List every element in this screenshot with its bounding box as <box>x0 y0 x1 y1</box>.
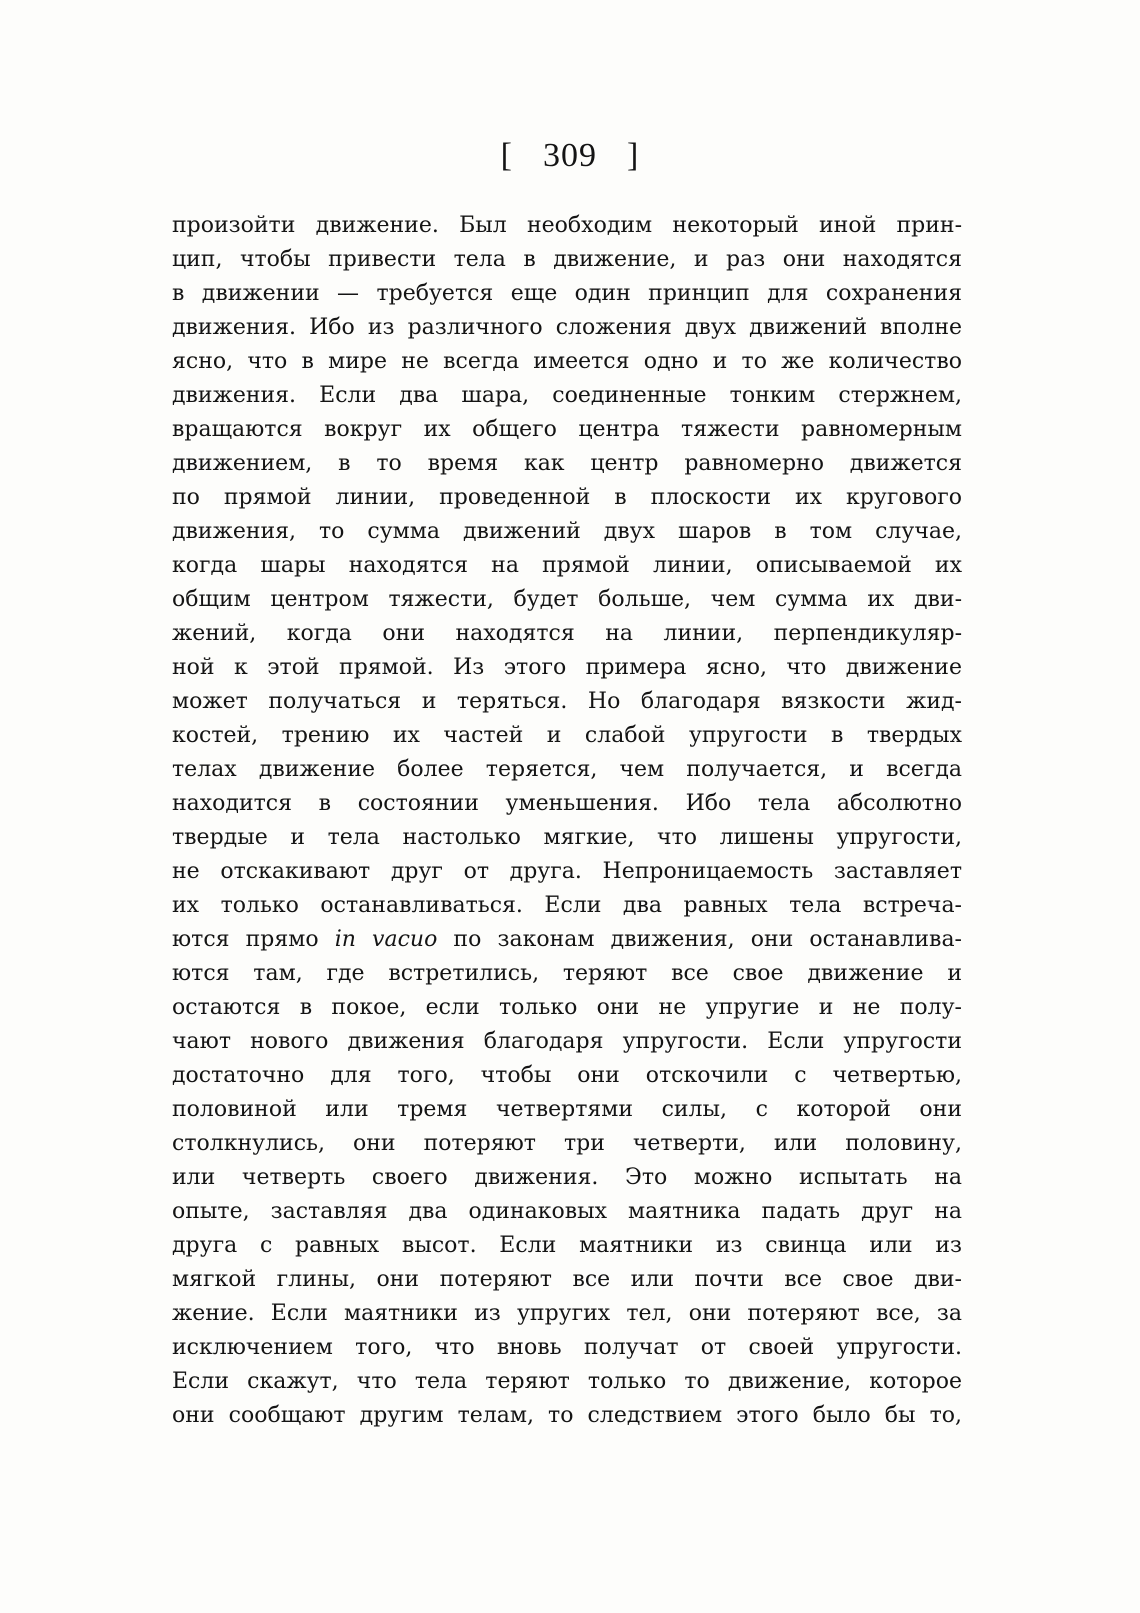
text-line: остаются в покое, если только они не упругие и не полу- <box>172 995 962 1020</box>
text-line-with-italic <box>172 923 962 957</box>
text-line: произойти движение. Был необходим некоторый иной прин- <box>172 213 962 238</box>
text-line: общим центром тяжести, будет больше, чем сумма их дви- <box>172 587 962 612</box>
page-number: 309 <box>543 137 597 174</box>
text-line: опыте, заставляя два одинаковых маятника падать друг на <box>172 1199 962 1224</box>
text-line: движением, в то время как центр равномерно движется <box>172 451 962 476</box>
text-line: их только останавливаться. Если два равных тела встреча- <box>172 893 962 918</box>
text-line: телах движение более теряется, чем получается, и всегда <box>172 757 962 782</box>
text-fragment: по законам движения, они останавлива- <box>437 927 962 952</box>
text-line: ной к этой прямой. Из этого примера ясно, что движение <box>172 655 962 680</box>
text-line: достаточно для того, чтобы они отскочили с четвертью, <box>172 1063 962 1088</box>
text-fragment: ются прямо <box>172 927 335 952</box>
text-line: ясно, что в мире не всегда имеется одно и то же количество <box>172 349 962 374</box>
text-line: движения, то сумма движений двух шаров в том случае, <box>172 519 962 544</box>
text-line: движения. Ибо из различного сложения двух движений вполне <box>172 315 962 340</box>
text-line: твердые и тела настолько мягкие, что лишены упругости, <box>172 825 962 850</box>
right-bracket: ] <box>627 137 640 174</box>
text-line: не отскакивают друг от друга. Непроницаемость заставляет <box>172 859 962 884</box>
text-line: мягкой глины, они потеряют все или почти все свое дви- <box>172 1267 962 1292</box>
text-line: в движении — требуется еще один принцип для сохранения <box>172 281 962 306</box>
text-line: чают нового движения благодаря упругости. Если упругости <box>172 1029 962 1054</box>
text-line: они сообщают другим телам, то следствием этого было бы то, <box>172 1403 962 1428</box>
text-line: по прямой линии, проведенной в плоскости их кругового <box>172 485 962 510</box>
text-line: друга с равных высот. Если маятники из свинца или из <box>172 1233 962 1258</box>
text-line: может получаться и теряться. Но благодаря вязкости жид- <box>172 689 962 714</box>
text-line: или четверть своего движения. Это можно испытать на <box>172 1165 962 1190</box>
text-line: столкнулись, они потеряют три четверти, или половину, <box>172 1131 962 1156</box>
text-line: ются там, где встретились, теряют все свое движение и <box>172 961 962 986</box>
text-line: половиной или тремя четвертями силы, с которой они <box>172 1097 962 1122</box>
text-line: находится в состоянии уменьшения. Ибо тела абсолютно <box>172 791 962 816</box>
page-number-header <box>0 136 1140 176</box>
body-text <box>172 209 962 1433</box>
text-line: когда шары находятся на прямой линии, описываемой их <box>172 553 962 578</box>
text-line: жений, когда они находятся на линии, перпендикуляр- <box>172 621 962 646</box>
text-line: цип, чтобы привести тела в движение, и раз они находятся <box>172 247 962 272</box>
text-line: вращаются вокруг их общего центра тяжести равномерным <box>172 417 962 442</box>
text-line: костей, трению их частей и слабой упругости в твердых <box>172 723 962 748</box>
text-line: Если скажут, что тела теряют только то движение, которое <box>172 1369 962 1394</box>
text-line: движения. Если два шара, соединенные тонким стержнем, <box>172 383 962 408</box>
text-line: жение. Если маятники из упругих тел, они потеряют все, за <box>172 1301 962 1326</box>
text-line: исключением того, что вновь получат от своей упругости. <box>172 1335 962 1360</box>
italic-latin-phrase: in vacuo <box>334 927 438 952</box>
left-bracket: [ <box>500 137 513 174</box>
